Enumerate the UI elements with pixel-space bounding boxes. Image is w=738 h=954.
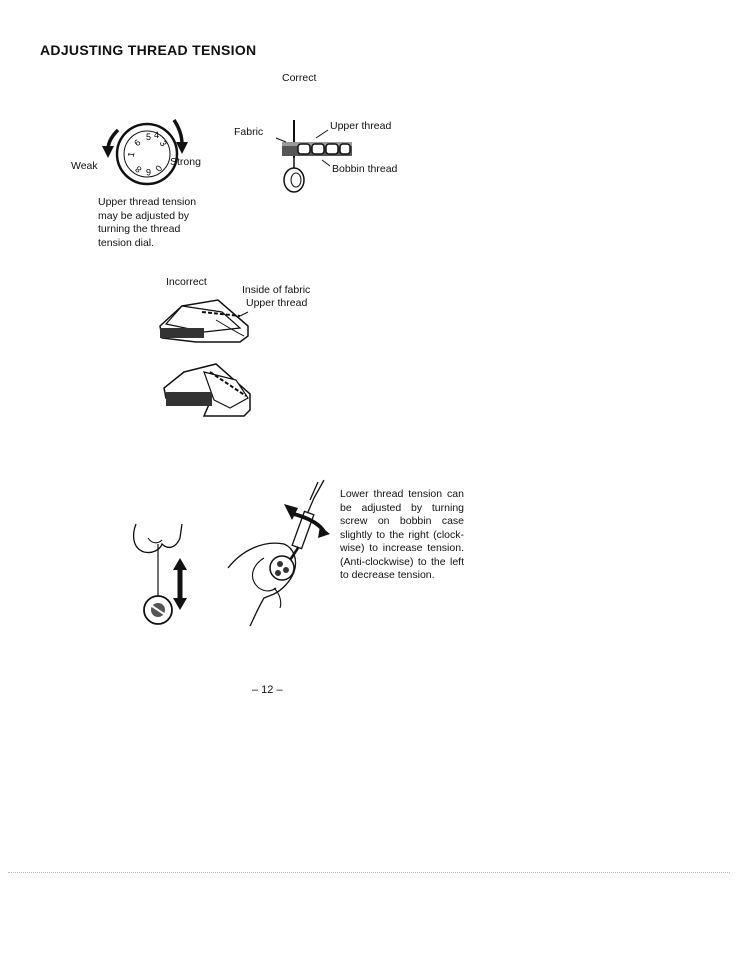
correct-heading: Correct <box>282 72 317 84</box>
down-arrow-icon <box>173 598 187 610</box>
upper-thread-label: Upper thread <box>330 120 392 132</box>
incorrect-upper-thread-label: Upper thread <box>246 297 308 309</box>
bobbin-hang-test-illustration <box>122 520 202 630</box>
strong-label: Strong <box>170 156 201 168</box>
dial-number: 1 <box>125 151 137 158</box>
dial-number: 8 <box>133 163 144 175</box>
dial-number: 3 <box>157 138 169 149</box>
bobbin-tension-description: Lower thread tension can be adjusted by turning screw on bobbin case slightly to the right (clock-wise) to increase tension. (Anti-clockwise) to the left to decrease tension. <box>340 488 464 581</box>
dial-number: 6 <box>145 167 151 177</box>
strong-arrow-icon <box>174 120 182 144</box>
page-number: – 12 – <box>252 684 283 696</box>
dial-description: Upper thread tension may be adjusted by turning the thread tension dial. <box>98 196 197 249</box>
bobbin-thread-label: Bobbin thread <box>332 163 398 175</box>
dial-number: 5 <box>146 132 152 142</box>
incorrect-heading: Incorrect <box>166 276 207 288</box>
weak-label: Weak <box>71 160 98 172</box>
up-arrow-icon <box>173 558 187 570</box>
fabric-label: Fabric <box>234 126 264 138</box>
incorrect-stitch-illustration-bottom <box>160 358 260 422</box>
dial-number: 4 <box>154 130 160 140</box>
bobbin-screw-adjust-illustration <box>224 478 336 628</box>
inside-fabric-label: Inside of fabric <box>242 284 311 296</box>
scan-edge-divider <box>8 872 730 873</box>
dial-number: 0 <box>153 163 165 174</box>
page-title: ADJUSTING THREAD TENSION <box>40 42 257 58</box>
tension-dial-illustration <box>90 112 200 192</box>
correct-stitch-illustration <box>276 118 366 198</box>
dial-number: 6 <box>132 137 143 149</box>
incorrect-stitch-illustration-top <box>156 292 256 354</box>
